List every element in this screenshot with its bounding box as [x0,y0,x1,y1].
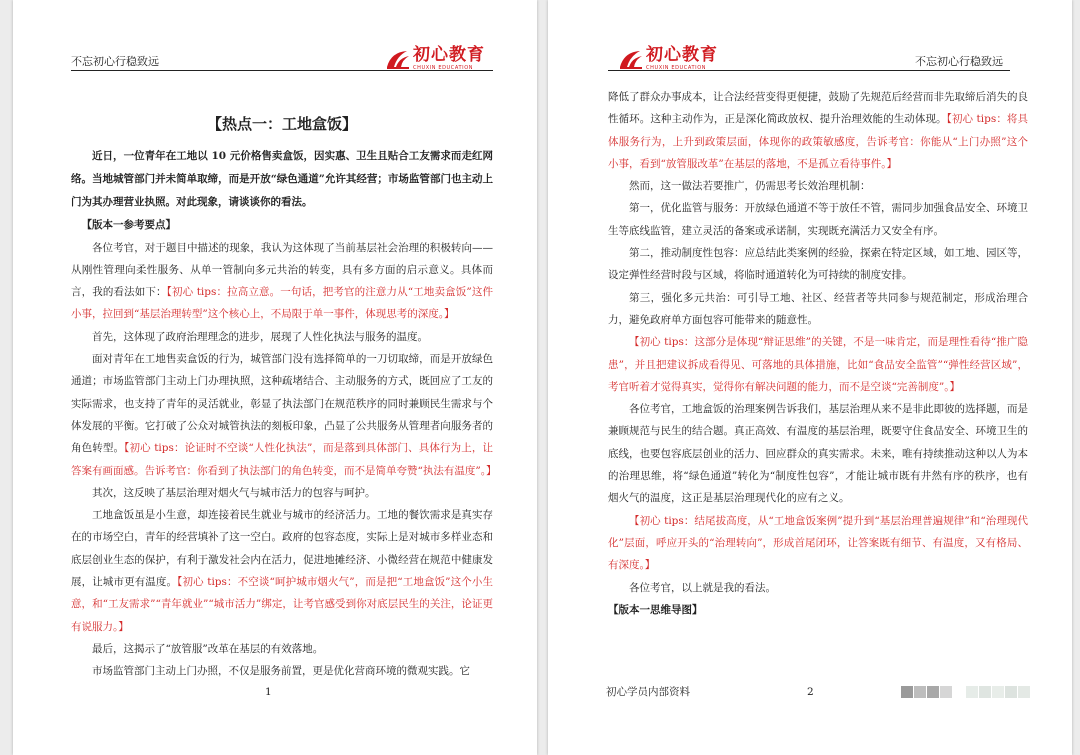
brand-logo [385,47,485,71]
paragraph: 工地盒饭虽是小生意，却连接着民生就业与城市的经济活力。工地的餐饮需求是真实存在的市场空白，青年的经营填补了这一空白。政府的包容态度，实际上是对城市多样业态和底层创业生态的保护，有利于激发社会内在活力，促进地摊经济、小微经营在规范中健康发展，让城市更有温度。【初心 tips：不空谈“呵护城市烟火气”，而是把“工地盒饭”这个小生意，和“工友需求”“青年就业”“城市活力”绑定，让考官感受到你对底层民生的关注，论证更有说服力。】 [71,509,494,633]
paragraph: 面对青年在工地售卖盒饭的行为，城管部门没有选择简单的一刀切取缔，而是开放绿色通道；市场监管部门主动上门办理执照，这种疏堵结合、主动服务的方式，既回应了工友的实际需求，也支持了青年的灵活就业，彰显了执法部门在规范秩序的同时兼顾民生需求与个体发展的平衡。它打破了公众对城管执法的刻板印象，凸显了公共服务从管理者向服务者的角色转型。【初心 tips：论证时不空谈“人性化执法”，而是落到具体部门、具体行为上，让答案有画面感。告诉考官：你看到了执法部门的角色转变，而不是简单夸赞“执法有温度”。】 [71,353,497,477]
brand-logo-en: CHUXIN EDUCATION [646,65,707,71]
brand-logo-cn: 初心教育 [413,45,485,65]
paragraph: 降低了群众办事成本，让合法经营变得更便捷，鼓励了先规范后经营而非先取缔后消失的良性循环。这种主动作为，正是深化简政放权、提升治理效能的生动体现。【初心 tips：将具体服务行为，上升到政策层面，体现你的政策敏感度，告诉考官：你能从“上门办照”这个小事，看到“放管服改革”在基层的落地，不是孤立看待事件。】 [608,91,1028,170]
paragraph: 最后，这揭示了“放管服”改革在基层的有效落地。 [92,642,324,655]
paragraph: 首先，这体现了政府治理理念的进步，展现了人性化执法与服务的温度。 [92,330,428,343]
brand-logo-icon [618,48,644,70]
question-text: 近日，一位青年在工地以 10 元价格售卖盒饭，因实惠、卫生且贴合工友需求而走红网络。当地城管部门并未简单取缔，而是开放“绿色通道”允许其经营；市场监管部门也主动上门为其办理营业执照。对此现象，请谈谈你的看法。 [71,150,493,209]
paragraph: 市场监管部门主动上门办照，不仅是服务前置，更是优化营商环境的微观实践。它 [92,665,470,678]
tip-text: 【初心 tips：将具体服务行为，上升到政策层面，体现你的政策敏感度，告诉考官：你能从“上门办照”这个小事，看到“放管服改革”在基层的落地，不是孤立看待事件。】 [608,113,1028,170]
footer-text: 初心学员内部资料 [606,686,690,698]
document-page-1 [13,0,537,755]
tip-text: 【初心 tips：论证时不空谈“人性化执法”，而是落到具体部门、具体行为上，让答案有画面感。告诉考官：你看到了执法部门的角色转变，而不是简单夸赞“执法有温度”。】 [71,442,497,477]
header-slogan: 不忘初心行稳致远 [915,55,1003,68]
page-number: 1 [265,686,272,698]
blurred-watermark [901,686,1031,698]
brand-logo [618,47,718,71]
brand-logo-en: CHUXIN EDUCATION [413,65,474,71]
paragraph: 各位考官，对于题目中描述的现象，我认为这体现了当前基层社会治理的积极转向——从刚性管理向柔性服务、从单一管制向多元共治的转变，具有多方面的启示意义。具体而言，我的看法如下：【初心 tips：拉高立意。一句话，把考官的注意力从“工地卖盒饭”这件小事，拉回到“基层治理转型”这个核心上，不局限于单一事件，体现思考的深度。】 [71,241,493,321]
brand-logo-icon [385,48,411,70]
paragraph: 各位考官，工地盒饭的治理案例告诉我们，基层治理从来不是非此即彼的选择题，而是兼顾规范与民生的结合题。真正高效、有温度的基层治理，既要守住食品安全、环境卫生的底线，也要包容底层创业的活力、回应群众的真实需求。未来，唯有持续推动这种以人为本的治理思维，将“绿色通道”转化为“制度性包容”，才能让城市既有井然有序的秩序，也有烟火气的温度，这正是基层治理现代化的应有之义。 [608,403,1028,505]
paragraph: 第二，推动制度性包容：应总结此类案例的经验，探索在特定区域，如工地、园区等，设定弹性经营时段与区域，将临时通道转化为可持续的制度安排。 [608,247,1028,282]
page-1-body [71,113,497,683]
section-heading: 【版本一思维导图】 [608,603,703,616]
header-divider [608,70,1010,71]
page-2-body [608,86,1028,621]
page-number: 2 [807,686,814,698]
header-divider [71,70,493,71]
tip-text: 【初心 tips：拉高立意。一句话，把考官的注意力从“工地卖盒饭”这件小事，拉回到“基层治理转型”这个核心上，不局限于单一事件，体现思考的深度。】 [71,286,493,321]
paragraph: 然而，这一做法若要推广，仍需思考长效治理机制： [629,180,871,193]
section-heading: 【版本一参考要点】 [81,219,176,232]
paragraph: 第三，强化多元共治：可引导工地、社区、经营者等共同参与规范制定，形成治理合力，避免政府单方面包容可能带来的随意性。 [608,291,1028,326]
paragraph: 第一，优化监管与服务：开放绿色通道不等于放任不管，需同步加强食品安全、环境卫生等底线监管，建立灵活的备案或承诺制，实现既充满活力又安全有序。 [608,202,1028,237]
header-slogan: 不忘初心行稳致远 [71,55,159,68]
paragraph: 各位考官，以上就是我的看法。 [629,581,776,594]
brand-logo-cn: 初心教育 [646,45,718,65]
tip-text: 【初心 tips：这部分是体现“辩证思维”的关键，不是一味肯定，而是理性看待“推广隐患”，并且把建议拆成看得见、可落地的具体措施，比如“食品安全监管”“弹性经营区域”，考官听着才觉得真实，觉得你有解决问题的能力，而不是空谈“完善制度”。】 [608,336,1028,393]
document-page-2 [548,0,1072,755]
tip-text: 【初心 tips：结尾拔高度，从“工地盒饭案例”提升到“基层治理普遍规律”和“治理现代化”层面，呼应开头的“治理转向”，形成首尾闭环，让答案既有细节、有温度，又有格局、有深度。】 [608,514,1028,572]
paragraph: 其次，这反映了基层治理对烟火气与城市活力的包容与呵护。 [92,486,376,499]
tip-text: 【初心 tips：不空谈“呵护城市烟火气”，而是把“工地盒饭”这个小生意，和“工友需求”“青年就业”“城市活力”绑定，让考官感受到你对底层民生的关注，论证更有说服力。】 [71,576,494,633]
page-title: 【热点一：工地盒饭】 [206,115,357,133]
